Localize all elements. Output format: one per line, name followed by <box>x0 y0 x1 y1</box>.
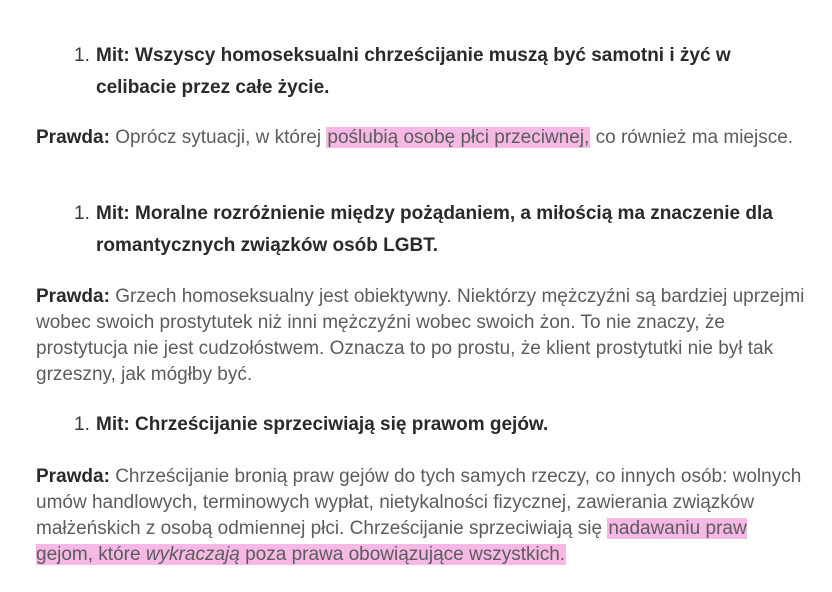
myth-label: Mit: <box>96 45 130 66</box>
myth-label: Mit: <box>96 414 130 435</box>
myth-item-2 <box>74 198 794 262</box>
truth-label: Prawda: <box>36 466 110 487</box>
myth-text <box>96 40 794 104</box>
myth-text <box>96 409 794 441</box>
truth-label: Prawda: <box>36 286 110 307</box>
truth-text: Grzech homoseksualny jest obiektywny. Niektórzy mężczyźni są bardziej uprzejmi wobec swoich prostytutek niż inni mężczyźni wobec swoich żon. To nie znaczy, że prostytucja nie jest cudzołóstwem. Oznacza to po prostu, że klient prostytutki nie był tak grzeszny, jak mógłby być. <box>36 286 805 385</box>
myth-statement: Wszyscy homoseksualni chrześcijanie muszą być samotni i żyć w celibacie przez całe życie. <box>96 45 731 98</box>
truth-label: Prawda: <box>36 127 110 148</box>
myth-statement: Moralne rozróżnienie między pożądaniem, a miłością ma znaczenie dla romantycznych związków osób LGBT. <box>96 203 773 256</box>
highlighted-text-part-1: nadawaniu praw gejom, które <box>36 518 747 565</box>
myth-text <box>96 198 794 262</box>
truth-text-before: Oprócz sytuacji, w której <box>115 127 322 148</box>
myth-item-1 <box>74 40 794 104</box>
highlighted-text-italic: wykraczają <box>145 544 240 565</box>
myth-label: Mit: <box>96 203 130 224</box>
list-number: 1. <box>74 45 90 66</box>
truth-paragraph-3 <box>36 464 806 568</box>
truth-text-before: Chrześcijanie bronią praw gejów do tych samych rzeczy, co innych osób: wolnych umów handlowych, terminowych wypłat, nietykalności fizycznej, zawierania związków małżeńskich z osobą odmiennej płci. Chrześcijanie sprzeciwiają się <box>36 466 802 539</box>
list-number: 1. <box>74 414 90 435</box>
truth-paragraph-1 <box>36 125 806 151</box>
truth-paragraph-2 <box>36 284 806 388</box>
myth-item-3 <box>74 409 794 441</box>
list-number: 1. <box>74 203 90 224</box>
myth-statement: Chrześcijanie sprzeciwiają się prawom gejów. <box>135 414 549 435</box>
highlighted-text: poślubią osobę płci przeciwnej, <box>327 127 590 148</box>
truth-text-after: co również ma miejsce. <box>595 127 794 148</box>
highlighted-text-part-2: poza prawa obowiązujące wszystkich. <box>245 544 566 565</box>
